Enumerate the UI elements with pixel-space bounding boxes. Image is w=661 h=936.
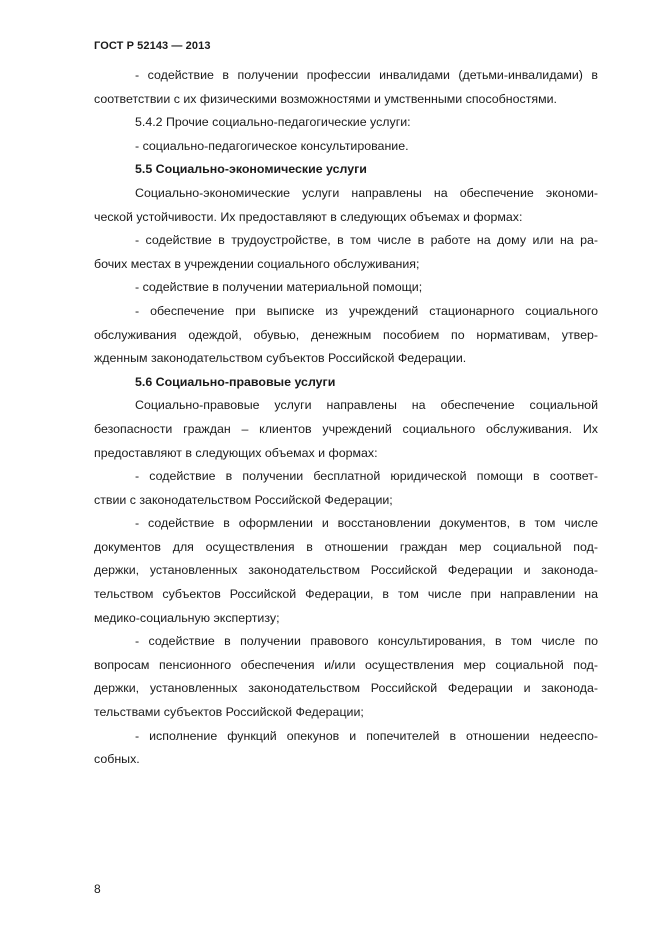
text-line: - содействие в получении профессии инвалидами (детьми-инвалидами) в: [135, 68, 598, 82]
text-line: тельством субъектов Российской Федерации, в том числе при направлении на: [94, 587, 598, 602]
text-line: - содействие в получении правового консультирования, в том числе по: [135, 634, 598, 649]
text-line: - содействие в оформлении и восстановлении документов, в том числе: [135, 516, 598, 531]
text-line: обслуживания одеждой, обувью, денежным пособием по нормативам, утвер-: [94, 327, 598, 342]
text-line: держки, установленных законодательством Российской Федерации и законода-: [94, 563, 598, 578]
text-line: соответствии с их физическими возможностями и умственными способностями.: [94, 91, 557, 106]
text-line: - исполнение функций опекунов и попечителей в отношении недееспо-: [135, 728, 598, 743]
text-line: бочих местах в учреждении социального обслуживания;: [94, 256, 420, 271]
text-line: - обеспечение при выписке из учреждений стационарного социального: [135, 303, 598, 318]
text-line: безопасности граждан – клиентов учреждений социального обслуживания. Их: [94, 421, 598, 436]
text-line: - содействие в трудоустройстве, в том числе в работе на дому или на ра-: [135, 233, 598, 248]
text-line: жденным законодательством субъектов Российской Федерации.: [94, 351, 467, 366]
section-heading: 5.6 Социально-правовые услуги: [135, 374, 336, 389]
page-number: 8: [94, 882, 101, 896]
text-line: - содействие в получении материальной помощи;: [135, 280, 423, 295]
text-line: ческой устойчивости. Их предоставляют в следующих объемах и формах:: [94, 209, 523, 224]
text-line: - содействие в получении бесплатной юридической помощи в соответ-: [135, 469, 598, 484]
text-line: собных.: [94, 752, 140, 767]
text-line: Социально-правовые услуги направлены на обеспечение социальной: [135, 398, 598, 413]
text-line: тельствами субъектов Российской Федерации;: [94, 705, 364, 720]
text-line: документов для осуществления в отношении граждан мер социальной под-: [94, 539, 598, 554]
text-line: вопросам пенсионного обеспечения и/или осуществления мер социальной под-: [94, 657, 598, 672]
text-line: ствии с законодательством Российской Федерации;: [94, 492, 393, 507]
text-line: держки, установленных законодательством Российской Федерации и законода-: [94, 681, 598, 696]
text-line: Социально-экономические услуги направлены на обеспечение экономи-: [135, 185, 598, 200]
document-body: [94, 64, 598, 772]
text-line: - социально-педагогическое консультирование.: [135, 138, 409, 153]
text-line: предоставляют в следующих объемах и формах:: [94, 445, 378, 460]
text-line: медико-социальную экспертизу;: [94, 610, 280, 625]
section-heading: 5.5 Социально-экономические услуги: [135, 162, 367, 177]
document-header: ГОСТ Р 52143 — 2013: [94, 40, 211, 52]
text-line: 5.4.2 Прочие социально-педагогические услуги:: [135, 115, 411, 130]
